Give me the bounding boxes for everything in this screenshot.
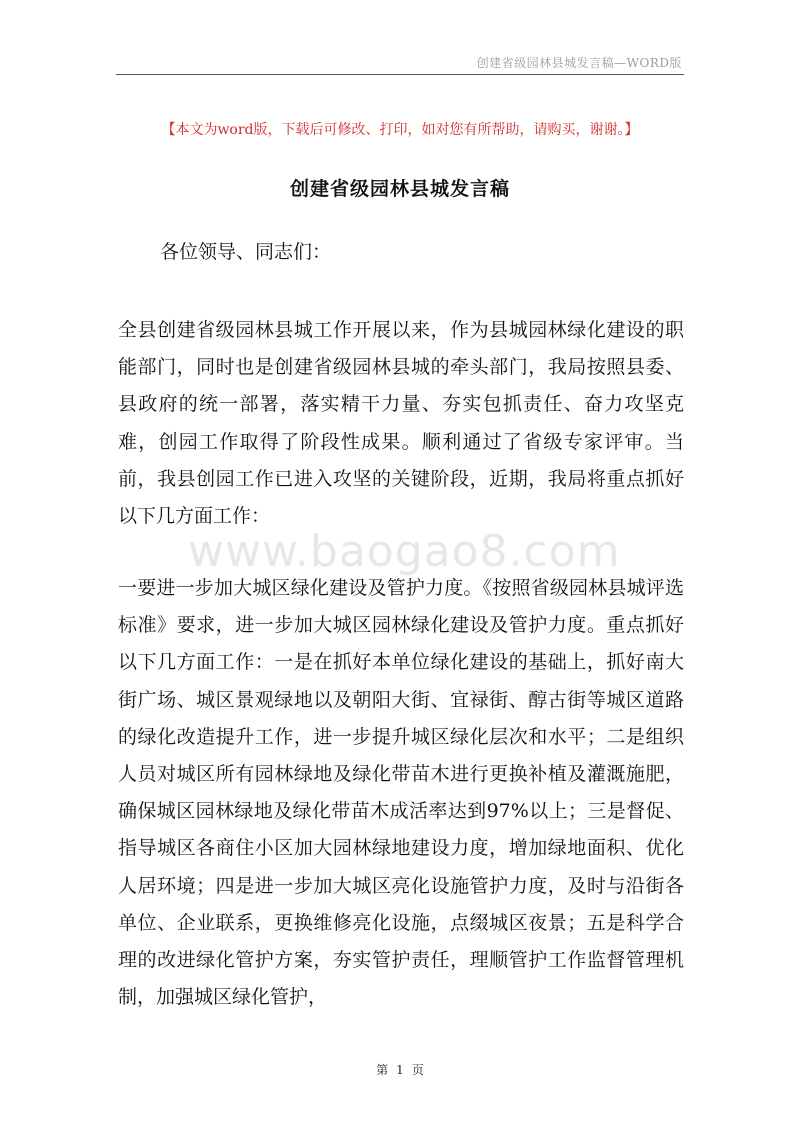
body-paragraph-2: 一要进一步加大城区绿化建设及管护力度。《按照省级园林县城评选标准》要求，进一步加大城区园林绿化建设及管护力度。重点抓好以下几方面工作：一是在抓好本单位绿化建设的基础上，抓好南大街广场、城区景观绿地以及朝阳大街、宜禄街、醇古街等城区道路的绿化改造提升工作，进一步提升城区绿化层次和水平；二是组织人员对城区所有园林绿地及绿化带苗木进行更换补植及灌溉施肥，确保城区园林绿地及绿化带苗木成活率达到97%以上；三是督促、指导城区各商住小区加大园林绿地建设力度，增加绿地面积、优化人居环境；四是进一步加大城区亮化设施管护力度，及时与沿街各单位、企业联系，更换维修亮化设施，点缀城区夜景；五是科学合理的改进绿化管护方案，夯实管护责任，理顺管护工作监督管理机制，加强城区绿化管护， xyxy=(118,577,684,1009)
page-label-prefix: 第 xyxy=(376,1063,389,1077)
salutation: 各位领导、同志们： xyxy=(160,241,332,263)
header-divider xyxy=(116,74,684,75)
page-footer xyxy=(0,1061,800,1078)
page-number: 1 xyxy=(396,1063,404,1077)
page-label-suffix: 页 xyxy=(411,1063,424,1077)
body-paragraph-1: 全县创建省级园林县城工作开展以来，作为县城园林绿化建设的职能部门，同时也是创建省级园林县城的牵头部门，我局按照县委、县政府的统一部署，落实精干力量、夯实包抓责任、奋力攻坚克难，创园工作取得了阶段性成果。顺利通过了省级专家评审。当前，我县创园工作已进入攻坚的关键阶段，近期，我局将重点抓好以下几方面工作： xyxy=(118,319,684,528)
document-title: 创建省级园林县城发言稿 xyxy=(289,178,510,200)
watermark-text: www.baogao8.com xyxy=(188,526,621,577)
purchase-notice: 【本文为word版，下载后可修改、打印，如对您有所帮助，请购买，谢谢。】 xyxy=(161,122,639,138)
running-header: 创建省级园林县城发言稿—WORD版 xyxy=(476,56,682,70)
